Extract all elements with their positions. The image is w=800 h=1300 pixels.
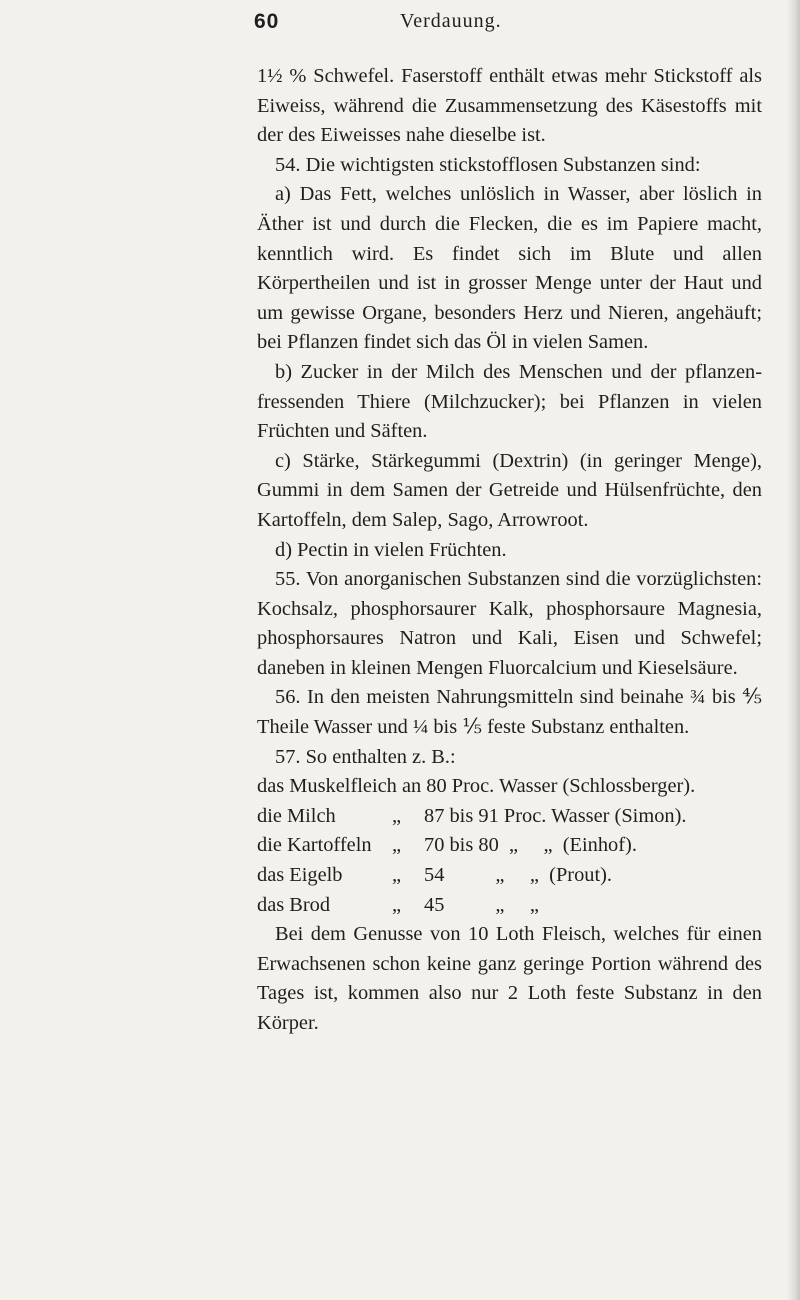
table-cell-name: die Kartoffeln (257, 834, 372, 857)
section-57-heading: 57. So enthalten z. B.: (275, 745, 456, 768)
table-cell-mark: „ (392, 804, 402, 827)
table-cell-name: das Brod (257, 893, 331, 916)
page-number: 60 (254, 10, 280, 33)
section-54-item-a: a) Das Fett, welches unlöslich in Wasser, aber löslich in Äther ist und durch die Flecken, die es im Papiere macht, kenntlich wird. Es findet sich im Blute und allen Körpertheilen und ist in grosser Menge unter der Haut und um gewisse Organe, besonders Herz und Nieren, angehäuft; bei Pflanzen findet sich das Öl in vielen Samen. (257, 183, 762, 354)
section-55: 55. Von anorganischen Substanzen sind die vorzüglichsten: Kochsalz, phosphorsaurer Kalk, phosphorsaure Magnesia, phosphorsaures Natron und Kali, Eisen und Schwefel; daneben in kleinen Mengen Fluorcalcium und Kieselsäure. (257, 568, 762, 679)
table-cell-mark: „ (392, 864, 402, 887)
table-row (257, 861, 762, 891)
table-cell-value: 45 „ „ (424, 893, 539, 916)
table-cell-value: 87 bis 91 Proc. Wasser (Simon). (424, 804, 687, 827)
table-cell-value: 70 bis 80 „ „ (Einhof). (424, 834, 637, 857)
table-row (257, 831, 762, 861)
section-56: 56. In den meisten Nahrungsmitteln sind beinahe ¾ bis ⅘ Theile Wasser und ¼ bis ⅕ feste Substanz enthalten. (257, 686, 762, 739)
table-cell-value: 54 „ „ (Prout). (424, 864, 613, 887)
section-54-item-d: d) Pectin in vielen Früchten. (275, 538, 507, 561)
table-cell-name: das Eigelb (257, 864, 343, 887)
running-title: Verdauung. (400, 10, 502, 32)
page-body (257, 62, 762, 1039)
table-cell-mark: „ (392, 893, 402, 916)
table-cell-mark: „ (392, 834, 402, 857)
page-header (254, 10, 734, 40)
table-row (257, 802, 762, 832)
table-row (257, 891, 762, 921)
section-54-item-b: b) Zucker in der Milch des Menschen und der pflanzenfressenden Thiere (Milchzucker); bei Pflanzen in vielen Früchten und Säften. (257, 360, 762, 443)
table-cell-name: die Milch (257, 804, 336, 827)
section-54-heading: 54. Die wichtigsten stickstofflosen Substanzen sind: (275, 153, 701, 176)
table-first-line: das Muskelfleich an 80 Proc. Wasser (Schlossberger). (257, 775, 696, 798)
section-54-item-c: c) Stärke, Stärkegummi (Dextrin) (in geringer Menge), Gummi in dem Samen der Getreide und Hülsenfrüchte, den Kartoffeln, dem Salep, Sago, Arrowroot. (257, 449, 762, 531)
page-edge-shadow (786, 0, 800, 1300)
paragraph-continuation: 1½ % Schwefel. Faserstoff enthält etwas mehr Stickstoff als Eiweiss, während die Zusammensetzung des Käsestoffs mit der des Eiweisses nahe dieselbe ist. (257, 65, 762, 147)
closing-paragraph: Bei dem Genusse von 10 Loth Fleisch, welches für einen Erwachsenen schon keine ganz geringe Portion während des Tages ist, kommen also nur 2 Loth feste Substanz in den Körper. (257, 923, 762, 1034)
